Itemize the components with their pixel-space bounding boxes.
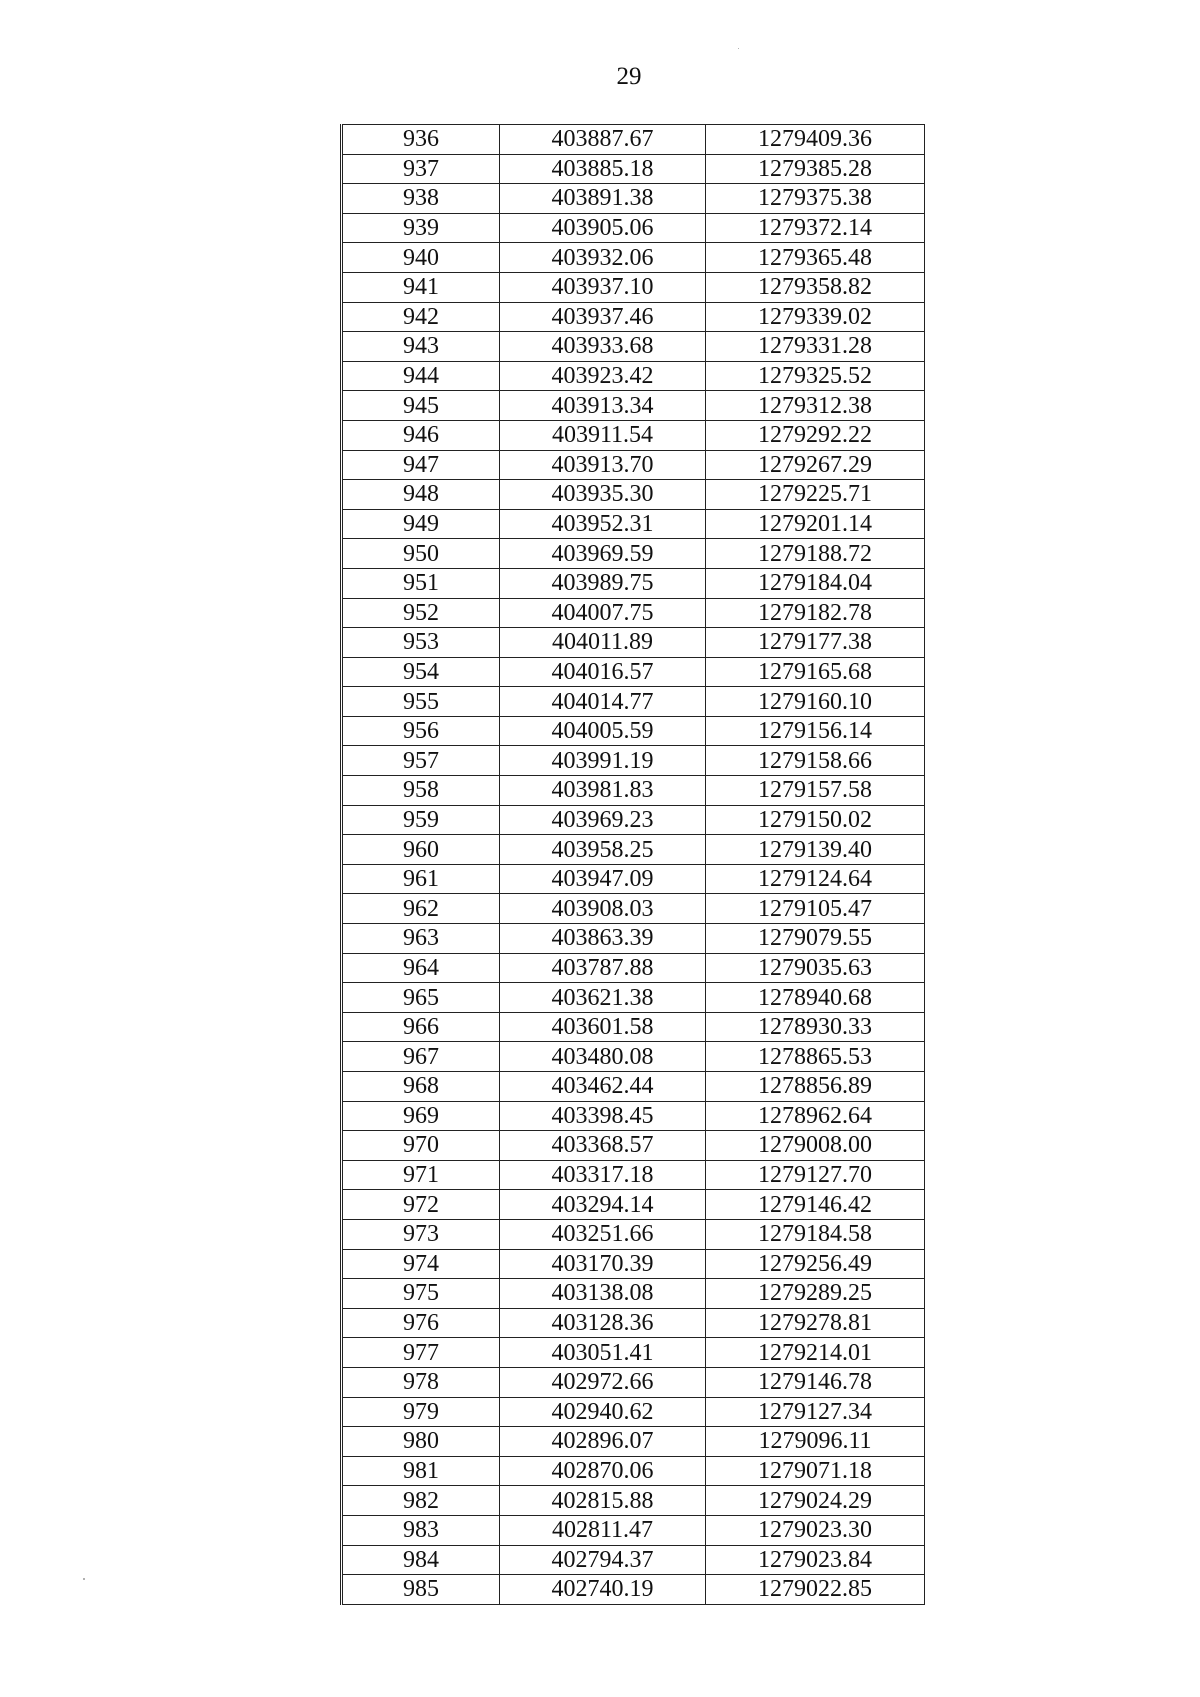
x-coordinate-cell: 403981.83 [500, 776, 706, 806]
x-coordinate-cell: 403932.06 [500, 243, 706, 273]
x-coordinate-cell: 403051.41 [500, 1338, 706, 1368]
y-coordinate-cell: 1279160.10 [706, 687, 925, 717]
x-coordinate-cell: 403933.68 [500, 332, 706, 362]
point-number-cell: 973 [342, 1219, 500, 1249]
table-row [342, 1367, 925, 1397]
point-number-cell: 937 [342, 154, 500, 184]
y-coordinate-cell: 1279292.22 [706, 420, 925, 450]
y-coordinate-cell: 1279023.84 [706, 1545, 925, 1575]
table-row [342, 835, 925, 865]
y-coordinate-cell: 1279188.72 [706, 539, 925, 569]
table-row [342, 509, 925, 539]
table-row [342, 864, 925, 894]
table-row [342, 361, 925, 391]
y-coordinate-cell: 1279339.02 [706, 302, 925, 332]
point-number-cell: 947 [342, 450, 500, 480]
x-coordinate-cell: 403913.34 [500, 391, 706, 421]
y-coordinate-cell: 1279157.58 [706, 776, 925, 806]
y-coordinate-cell: 1279127.70 [706, 1160, 925, 1190]
point-number-cell: 942 [342, 302, 500, 332]
table-row [342, 983, 925, 1013]
table-row [342, 657, 925, 687]
point-number-cell: 954 [342, 657, 500, 687]
x-coordinate-cell: 403891.38 [500, 184, 706, 214]
x-coordinate-cell: 403601.58 [500, 1012, 706, 1042]
point-number-cell: 943 [342, 332, 500, 362]
point-number-cell: 941 [342, 272, 500, 302]
y-coordinate-cell: 1279146.42 [706, 1190, 925, 1220]
table-row [342, 746, 925, 776]
coordinates-table-container [340, 124, 923, 1605]
y-coordinate-cell: 1279079.55 [706, 924, 925, 954]
table-row [342, 1131, 925, 1161]
x-coordinate-cell: 403887.67 [500, 125, 706, 155]
y-coordinate-cell: 1279124.64 [706, 864, 925, 894]
y-coordinate-cell: 1279358.82 [706, 272, 925, 302]
table-row [342, 1012, 925, 1042]
table-row [342, 391, 925, 421]
x-coordinate-cell: 404007.75 [500, 598, 706, 628]
x-coordinate-cell: 404016.57 [500, 657, 706, 687]
table-row [342, 450, 925, 480]
y-coordinate-cell: 1279165.68 [706, 657, 925, 687]
x-coordinate-cell: 402794.37 [500, 1545, 706, 1575]
y-coordinate-cell: 1278930.33 [706, 1012, 925, 1042]
x-coordinate-cell: 403863.39 [500, 924, 706, 954]
table-row [342, 1338, 925, 1368]
table-row [342, 1072, 925, 1102]
point-number-cell: 963 [342, 924, 500, 954]
y-coordinate-cell: 1279096.11 [706, 1427, 925, 1457]
table-row [342, 628, 925, 658]
point-number-cell: 977 [342, 1338, 500, 1368]
y-coordinate-cell: 1279409.36 [706, 125, 925, 155]
x-coordinate-cell: 403480.08 [500, 1042, 706, 1072]
x-coordinate-cell: 403251.66 [500, 1219, 706, 1249]
point-number-cell: 959 [342, 805, 500, 835]
table-row [342, 480, 925, 510]
table-row [342, 894, 925, 924]
x-coordinate-cell: 403937.10 [500, 272, 706, 302]
y-coordinate-cell: 1279008.00 [706, 1131, 925, 1161]
x-coordinate-cell: 402811.47 [500, 1515, 706, 1545]
point-number-cell: 967 [342, 1042, 500, 1072]
x-coordinate-cell: 403621.38 [500, 983, 706, 1013]
table-row [342, 1427, 925, 1457]
y-coordinate-cell: 1279312.38 [706, 391, 925, 421]
point-number-cell: 960 [342, 835, 500, 865]
y-coordinate-cell: 1279139.40 [706, 835, 925, 865]
scan-speck [738, 48, 739, 49]
y-coordinate-cell: 1279022.85 [706, 1575, 925, 1605]
y-coordinate-cell: 1279278.81 [706, 1308, 925, 1338]
coordinates-table [340, 124, 925, 1605]
table-row [342, 1249, 925, 1279]
y-coordinate-cell: 1279267.29 [706, 450, 925, 480]
table-row [342, 154, 925, 184]
y-coordinate-cell: 1278856.89 [706, 1072, 925, 1102]
y-coordinate-cell: 1279146.78 [706, 1367, 925, 1397]
table-row [342, 924, 925, 954]
point-number-cell: 949 [342, 509, 500, 539]
x-coordinate-cell: 403128.36 [500, 1308, 706, 1338]
y-coordinate-cell: 1279365.48 [706, 243, 925, 273]
x-coordinate-cell: 403317.18 [500, 1160, 706, 1190]
table-row [342, 213, 925, 243]
table-row [342, 243, 925, 273]
scan-speck [83, 1578, 85, 1580]
y-coordinate-cell: 1279325.52 [706, 361, 925, 391]
x-coordinate-cell: 403787.88 [500, 953, 706, 983]
point-number-cell: 975 [342, 1279, 500, 1309]
y-coordinate-cell: 1279201.14 [706, 509, 925, 539]
x-coordinate-cell: 403138.08 [500, 1279, 706, 1309]
point-number-cell: 968 [342, 1072, 500, 1102]
table-row [342, 1101, 925, 1131]
y-coordinate-cell: 1279071.18 [706, 1456, 925, 1486]
point-number-cell: 953 [342, 628, 500, 658]
x-coordinate-cell: 403989.75 [500, 568, 706, 598]
table-row [342, 598, 925, 628]
point-number-cell: 971 [342, 1160, 500, 1190]
table-row [342, 1219, 925, 1249]
y-coordinate-cell: 1279385.28 [706, 154, 925, 184]
y-coordinate-cell: 1279024.29 [706, 1486, 925, 1516]
x-coordinate-cell: 403947.09 [500, 864, 706, 894]
y-coordinate-cell: 1279127.34 [706, 1397, 925, 1427]
x-coordinate-cell: 403905.06 [500, 213, 706, 243]
point-number-cell: 938 [342, 184, 500, 214]
table-row [342, 568, 925, 598]
x-coordinate-cell: 403991.19 [500, 746, 706, 776]
x-coordinate-cell: 403969.23 [500, 805, 706, 835]
x-coordinate-cell: 404014.77 [500, 687, 706, 717]
point-number-cell: 980 [342, 1427, 500, 1457]
point-number-cell: 984 [342, 1545, 500, 1575]
point-number-cell: 956 [342, 716, 500, 746]
page-number: 29 [616, 63, 642, 90]
y-coordinate-cell: 1279225.71 [706, 480, 925, 510]
x-coordinate-cell: 402896.07 [500, 1427, 706, 1457]
x-coordinate-cell: 403935.30 [500, 480, 706, 510]
table-row [342, 1486, 925, 1516]
y-coordinate-cell: 1279023.30 [706, 1515, 925, 1545]
y-coordinate-cell: 1279177.38 [706, 628, 925, 658]
y-coordinate-cell: 1279035.63 [706, 953, 925, 983]
x-coordinate-cell: 402940.62 [500, 1397, 706, 1427]
table-row [342, 716, 925, 746]
x-coordinate-cell: 402740.19 [500, 1575, 706, 1605]
x-coordinate-cell: 403462.44 [500, 1072, 706, 1102]
point-number-cell: 978 [342, 1367, 500, 1397]
point-number-cell: 982 [342, 1486, 500, 1516]
y-coordinate-cell: 1278865.53 [706, 1042, 925, 1072]
table-row [342, 1308, 925, 1338]
point-number-cell: 972 [342, 1190, 500, 1220]
y-coordinate-cell: 1279372.14 [706, 213, 925, 243]
point-number-cell: 983 [342, 1515, 500, 1545]
point-number-cell: 958 [342, 776, 500, 806]
x-coordinate-cell: 403952.31 [500, 509, 706, 539]
point-number-cell: 974 [342, 1249, 500, 1279]
table-row [342, 1545, 925, 1575]
table-row [342, 1575, 925, 1605]
table-row [342, 953, 925, 983]
y-coordinate-cell: 1278940.68 [706, 983, 925, 1013]
x-coordinate-cell: 403368.57 [500, 1131, 706, 1161]
x-coordinate-cell: 403885.18 [500, 154, 706, 184]
point-number-cell: 948 [342, 480, 500, 510]
table-row [342, 272, 925, 302]
point-number-cell: 970 [342, 1131, 500, 1161]
table-row [342, 332, 925, 362]
x-coordinate-cell: 403913.70 [500, 450, 706, 480]
x-coordinate-cell: 403937.46 [500, 302, 706, 332]
point-number-cell: 966 [342, 1012, 500, 1042]
x-coordinate-cell: 402972.66 [500, 1367, 706, 1397]
point-number-cell: 957 [342, 746, 500, 776]
point-number-cell: 962 [342, 894, 500, 924]
y-coordinate-cell: 1278962.64 [706, 1101, 925, 1131]
y-coordinate-cell: 1279184.58 [706, 1219, 925, 1249]
table-row [342, 776, 925, 806]
x-coordinate-cell: 403969.59 [500, 539, 706, 569]
y-coordinate-cell: 1279184.04 [706, 568, 925, 598]
y-coordinate-cell: 1279331.28 [706, 332, 925, 362]
x-coordinate-cell: 403911.54 [500, 420, 706, 450]
point-number-cell: 969 [342, 1101, 500, 1131]
table-row [342, 805, 925, 835]
table-row [342, 1042, 925, 1072]
x-coordinate-cell: 404005.59 [500, 716, 706, 746]
y-coordinate-cell: 1279256.49 [706, 1249, 925, 1279]
point-number-cell: 951 [342, 568, 500, 598]
table-row [342, 687, 925, 717]
x-coordinate-cell: 403398.45 [500, 1101, 706, 1131]
y-coordinate-cell: 1279375.38 [706, 184, 925, 214]
x-coordinate-cell: 403294.14 [500, 1190, 706, 1220]
point-number-cell: 985 [342, 1575, 500, 1605]
table-row [342, 1160, 925, 1190]
point-number-cell: 961 [342, 864, 500, 894]
table-row [342, 1190, 925, 1220]
table-row [342, 125, 925, 155]
point-number-cell: 952 [342, 598, 500, 628]
x-coordinate-cell: 403908.03 [500, 894, 706, 924]
point-number-cell: 945 [342, 391, 500, 421]
y-coordinate-cell: 1279289.25 [706, 1279, 925, 1309]
coordinates-table-body [342, 125, 925, 1605]
y-coordinate-cell: 1279156.14 [706, 716, 925, 746]
point-number-cell: 939 [342, 213, 500, 243]
x-coordinate-cell: 403923.42 [500, 361, 706, 391]
x-coordinate-cell: 404011.89 [500, 628, 706, 658]
table-row [342, 1515, 925, 1545]
point-number-cell: 946 [342, 420, 500, 450]
point-number-cell: 955 [342, 687, 500, 717]
y-coordinate-cell: 1279214.01 [706, 1338, 925, 1368]
table-row [342, 302, 925, 332]
y-coordinate-cell: 1279158.66 [706, 746, 925, 776]
x-coordinate-cell: 402870.06 [500, 1456, 706, 1486]
x-coordinate-cell: 402815.88 [500, 1486, 706, 1516]
y-coordinate-cell: 1279150.02 [706, 805, 925, 835]
point-number-cell: 964 [342, 953, 500, 983]
point-number-cell: 936 [342, 125, 500, 155]
y-coordinate-cell: 1279182.78 [706, 598, 925, 628]
table-row [342, 420, 925, 450]
point-number-cell: 940 [342, 243, 500, 273]
point-number-cell: 976 [342, 1308, 500, 1338]
table-row [342, 1456, 925, 1486]
point-number-cell: 950 [342, 539, 500, 569]
point-number-cell: 981 [342, 1456, 500, 1486]
table-row [342, 184, 925, 214]
point-number-cell: 965 [342, 983, 500, 1013]
table-row [342, 1397, 925, 1427]
x-coordinate-cell: 403170.39 [500, 1249, 706, 1279]
table-row [342, 1279, 925, 1309]
point-number-cell: 979 [342, 1397, 500, 1427]
point-number-cell: 944 [342, 361, 500, 391]
y-coordinate-cell: 1279105.47 [706, 894, 925, 924]
x-coordinate-cell: 403958.25 [500, 835, 706, 865]
table-row [342, 539, 925, 569]
